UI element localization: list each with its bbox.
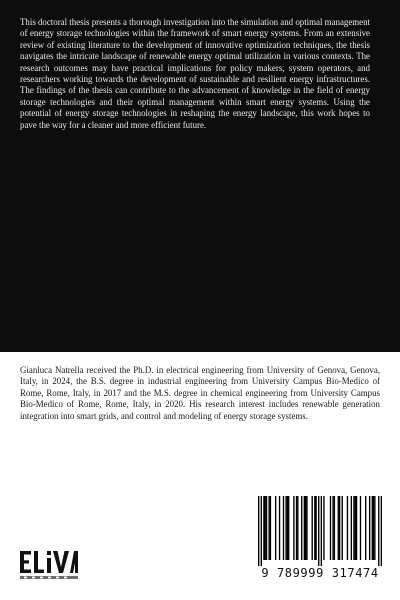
barcode-bar [318, 496, 319, 566]
barcode-bar [353, 496, 354, 560]
thesis-abstract: This doctoral thesis presents a thorough investigation into the simulation and optimal management of energy storage technologies within the framework of smart energy systems. From an extensive review of existing literature to the development of innovative optimization techniques, the thesis navigates the intricate landscape of renewable energy optimal utilization in various contexts. The research outcomes may have practical implications for policy makers, system operators, and researchers working towards the development of sustainable and resilient energy infrastructures. The findings of the thesis can contribute to the advancement of knowledge in the field of energy storage technologies and their optimal management within smart energy systems. Using the potential of energy storage technologies in reshaping the energy landscape, this work hopes to pave the way for a cleaner and more efficient future. [20, 17, 371, 130]
barcode-bar [355, 496, 356, 560]
barcode-bar [306, 496, 307, 560]
barcode-bar [275, 496, 276, 560]
barcode-bar [305, 496, 306, 560]
barcode-bar [338, 496, 339, 560]
barcode-bar [315, 496, 316, 560]
barcode-bar [356, 496, 357, 560]
barcode-bar [330, 496, 331, 560]
barcode-bar [360, 496, 361, 560]
barcode-bar [323, 496, 324, 560]
barcode-bar [287, 496, 288, 560]
barcode-bar [263, 496, 264, 560]
barcode-bar [283, 496, 284, 560]
barcode-bar [288, 496, 289, 560]
barcode-bar [372, 496, 373, 560]
barcode-bar [296, 496, 297, 560]
barcode-bar [365, 496, 366, 560]
barcode-bar [304, 496, 305, 560]
barcode-bar [342, 496, 343, 560]
barcode-bar [381, 496, 382, 566]
barcode-bar [374, 496, 375, 560]
barcode-bar [301, 496, 302, 560]
barcode-bar [258, 496, 259, 566]
barcode-bar [339, 496, 340, 560]
barcode-bar [279, 496, 280, 560]
barcode-bar [297, 496, 298, 560]
publisher-logo [18, 547, 78, 587]
barcode-bar [266, 496, 267, 560]
isbn-number: 9 789999 317474 [261, 566, 379, 580]
barcode-bar [373, 496, 374, 560]
barcode-bar [369, 496, 370, 560]
eliva-logo-icon [18, 547, 78, 587]
barcode-bar [351, 496, 352, 560]
barcode-bar [265, 496, 266, 560]
barcode-bar [334, 496, 335, 560]
barcode-bar [378, 496, 379, 566]
barcode-bar [268, 496, 269, 560]
barcode-bar [270, 496, 271, 560]
barcode-bar [293, 496, 294, 560]
author-biography: Gianluca Natrella received the Ph.D. in electrical engineering from University of Genova, Genova, Italy, in 2024, the B.S. degree in industrial engineering from University Campus Bio-Medico of Rome, Rome, Italy, in 2017 and the M.S. degree in chemical engineering from University Campus Bio-Medico of Rome, Rome, Italy, in 2020. His research interest includes renewable generation integration into smart grids, and control and modeling of energy storage systems. [20, 365, 380, 421]
barcode-bar [285, 496, 286, 560]
barcode-bar [261, 496, 262, 566]
isbn-barcode [253, 490, 387, 590]
barcode-bar [314, 496, 315, 560]
barcode-bar [347, 496, 348, 560]
barcode-bar [312, 496, 313, 560]
barcode-bar [321, 496, 322, 566]
barcode-icon [258, 496, 382, 566]
barcode-bar [332, 496, 333, 560]
